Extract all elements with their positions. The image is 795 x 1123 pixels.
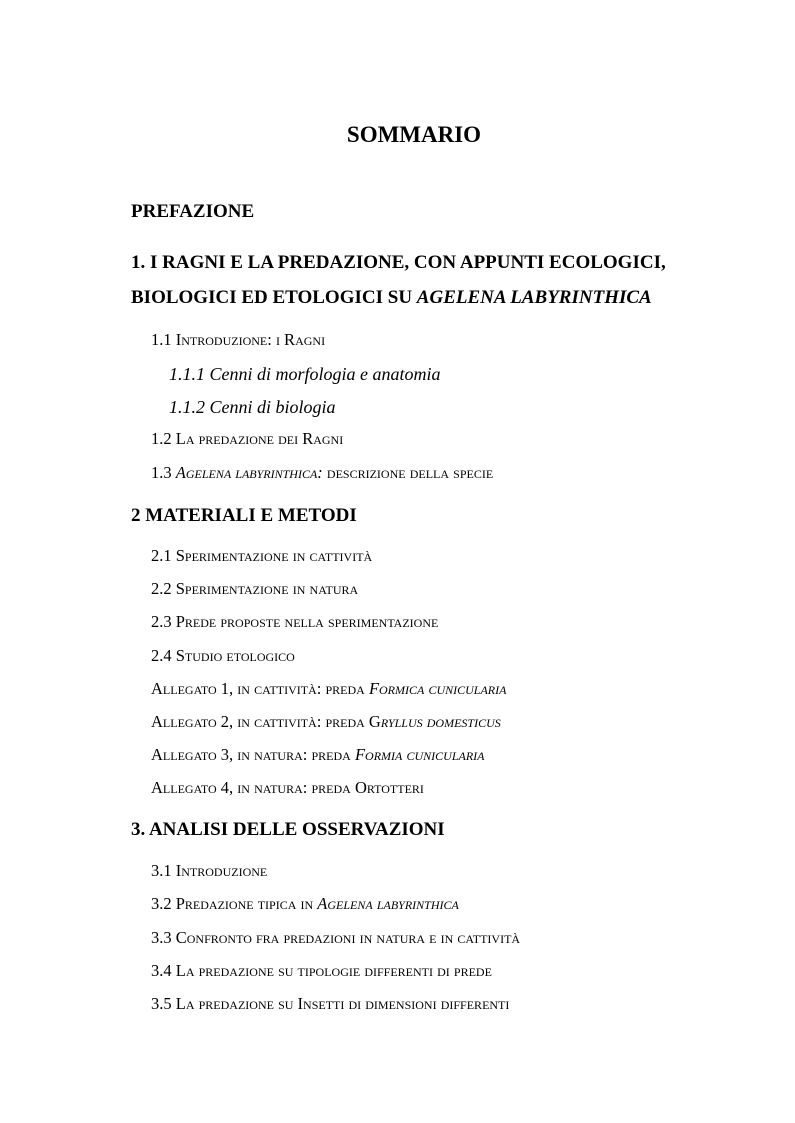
toc-section-3-5[interactable]: 3.5 La predazione su Insetti di dimensioni differenti — [151, 994, 510, 1013]
toc-section-3-1[interactable]: 3.1 Introduzione — [151, 861, 268, 880]
toc-section-3-2-species: Agelena labyrinthica — [317, 894, 459, 913]
toc-prefazione[interactable]: PREFAZIONE — [131, 201, 255, 222]
toc-section-3-4[interactable]: 3.4 La predazione su tipologie differenti di prede — [151, 961, 492, 980]
toc-chapter-3[interactable]: 3. ANALISI DELLE OSSERVAZIONI — [131, 819, 445, 840]
toc-section-2-2[interactable]: 2.2 Sperimentazione in natura — [151, 579, 359, 598]
toc-allegato-1[interactable] — [151, 678, 506, 700]
toc-allegato-1-text: Allegato 1, in cattività: preda — [151, 679, 369, 698]
toc-section-2-1[interactable]: 2.1 Sperimentazione in cattività — [151, 546, 373, 565]
toc-allegato-2[interactable] — [151, 711, 501, 733]
toc-section-3-3[interactable]: 3.3 Confronto fra predazioni in natura e in cattività — [151, 928, 521, 947]
toc-allegato-3-species: Formia cunicularia — [354, 745, 485, 764]
toc-allegato-1-species: Formica cunicularia — [368, 679, 507, 698]
toc-allegato-2-species: ryllus domesticus — [380, 712, 501, 731]
toc-chapter-1-line-2[interactable] — [131, 286, 652, 310]
toc-chapter-1-line-1[interactable]: 1. I RAGNI E LA PREDAZIONE, CON APPUNTI ECOLOGICI, — [131, 252, 666, 273]
page-title: SOMMARIO — [346, 122, 482, 147]
toc-section-1-3-text: descrizione della specie — [322, 463, 494, 482]
toc-section-1-1-1[interactable]: 1.1.1 Cenni di morfologia e anatomia — [169, 364, 441, 384]
toc-chapter-1-line-2-text: BIOLOGICI ED ETOLOGICI SU — [131, 287, 417, 308]
toc-section-1-1-2[interactable]: 1.1.2 Cenni di biologia — [169, 397, 336, 417]
toc-section-3-2-text: 3.2 Predazione tipica in — [151, 894, 318, 913]
toc-section-2-4[interactable]: 2.4 Studio etologico — [151, 646, 295, 665]
toc-chapter-2[interactable]: 2 MATERIALI E METODI — [131, 505, 357, 526]
toc-allegato-2-text: Allegato 2, in cattività: preda G — [151, 712, 381, 731]
toc-allegato-3[interactable] — [151, 744, 484, 766]
toc-section-2-3[interactable]: 2.3 Prede proposte nella sperimentazione — [151, 612, 439, 631]
toc-section-1-3[interactable] — [151, 462, 493, 484]
toc-allegato-4[interactable]: Allegato 4, in natura: preda Ortotteri — [151, 778, 424, 797]
toc-section-1-3-number: 1.3 — [151, 463, 176, 482]
toc-allegato-3-text: Allegato 3, in natura: preda — [151, 745, 355, 764]
toc-section-1-2[interactable]: 1.2 La predazione dei Ragni — [151, 429, 344, 448]
toc-section-3-2[interactable] — [151, 893, 459, 915]
toc-section-1-3-species: Agelena labyrinthica: — [175, 463, 323, 482]
toc-section-1-1[interactable]: 1.1 Introduzione: i Ragni — [151, 330, 326, 349]
toc-chapter-1-species: AGELENA LABYRINTHICA — [416, 287, 652, 308]
